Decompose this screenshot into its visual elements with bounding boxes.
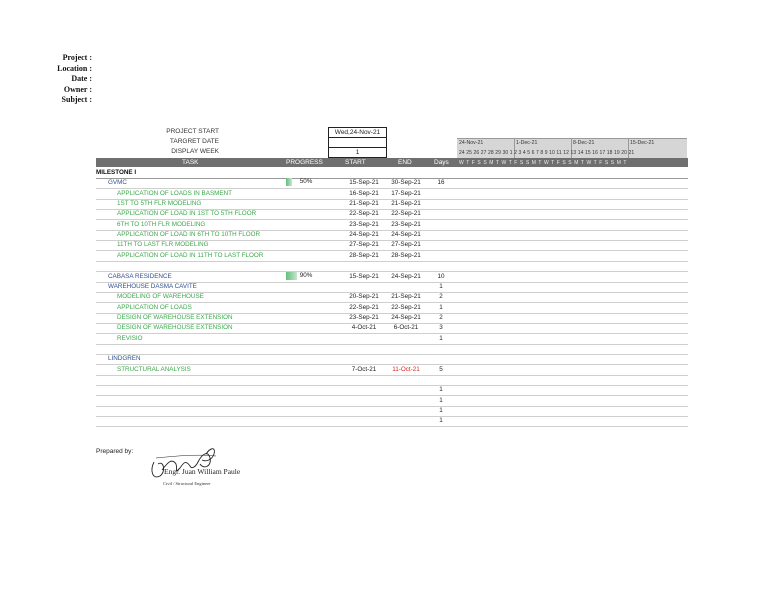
owner-label: Owner :	[63, 84, 92, 94]
end-date: 21-Sep-21	[391, 200, 421, 208]
task-name: APPLICATION OF LOAD IN 1ST TO 5TH FLOOR	[117, 210, 257, 218]
task-name: APPLICATION OF LOAD IN 11TH TO LAST FLOOR	[117, 251, 264, 259]
task-header: TASK	[182, 159, 199, 166]
start-date: 7-Oct-21	[351, 365, 377, 373]
table-row[interactable]	[96, 240, 688, 251]
table-row[interactable]	[96, 406, 688, 417]
table-row[interactable]	[96, 334, 688, 345]
week-divider	[571, 139, 572, 159]
start-date: 23-Sep-21	[349, 313, 379, 321]
table-row[interactable]	[96, 385, 688, 396]
start-date: 23-Sep-21	[349, 220, 379, 228]
duration-days: 1	[439, 303, 443, 311]
task-name: WAREHOUSE DASMA CAVITE	[108, 282, 197, 290]
end-date: 24-Sep-21	[391, 272, 421, 280]
end-date: 22-Sep-21	[391, 210, 421, 218]
project-label: Project :	[62, 53, 92, 62]
table-row[interactable]	[96, 416, 688, 427]
progress-value: 50%	[299, 178, 313, 186]
table-row[interactable]	[96, 178, 688, 189]
end-date: 28-Sep-21	[391, 251, 421, 259]
table-row[interactable]	[96, 344, 688, 355]
end-date: 27-Sep-21	[391, 241, 421, 249]
end-date: 23-Sep-21	[391, 220, 421, 228]
project-info-block	[40, 53, 92, 106]
end-date: 24-Sep-21	[391, 313, 421, 321]
table-row[interactable]	[96, 323, 688, 334]
location-label: Location :	[57, 63, 92, 73]
table-row[interactable]	[96, 230, 688, 241]
task-name: DESIGN OF WAREHOUSE EXTENSION	[117, 313, 233, 321]
table-row[interactable]	[96, 365, 688, 376]
task-name: 1ST TO 5TH FLR MODELING	[117, 200, 202, 208]
table-row[interactable]	[96, 251, 688, 262]
table-row[interactable]	[96, 168, 688, 179]
table-row[interactable]	[96, 375, 688, 386]
task-name: REVISIO	[117, 334, 143, 342]
project-start-label: PROJECT START	[166, 128, 219, 135]
end-date: 24-Sep-21	[391, 231, 421, 239]
task-name: STRUCTURAL ANALYSIS	[117, 365, 191, 373]
display-week-cell[interactable]: 1	[328, 147, 387, 158]
duration-days: 1	[439, 396, 443, 404]
start-date: 22-Sep-21	[349, 210, 379, 218]
task-name: CABASA RESIDENCE	[108, 272, 172, 280]
progress-header: PROGRESS	[286, 159, 323, 166]
duration-days: 1	[439, 417, 443, 425]
table-row[interactable]	[96, 189, 688, 200]
duration-days: 1	[439, 334, 443, 342]
task-name: 11TH TO LAST FLR MODELING	[117, 241, 209, 249]
start-date: 21-Sep-21	[349, 200, 379, 208]
table-row[interactable]	[96, 354, 688, 365]
table-row[interactable]	[96, 272, 688, 283]
duration-days: 10	[437, 272, 445, 280]
day-numbers: 24 25 26 27 28 29 30 1 2 3 4 5 6 7 8 9 10 11 12 13 14 15 16 17 18 19 20 21	[459, 150, 635, 156]
duration-days: 1	[439, 282, 443, 290]
start-date: 15-Sep-21	[349, 179, 379, 187]
week-label: 1-Dec-21	[516, 140, 538, 146]
start-date: 20-Sep-21	[349, 293, 379, 301]
start-date: 4-Oct-21	[351, 324, 377, 332]
start-date: 16-Sep-21	[349, 189, 379, 197]
task-name: GVMC	[108, 179, 127, 187]
end-date: 17-Sep-21	[391, 189, 421, 197]
start-date: 22-Sep-21	[349, 303, 379, 311]
task-name: 6TH TO 10TH FLR MODELING	[117, 220, 206, 228]
start-date: 15-Sep-21	[349, 272, 379, 280]
end-date: 21-Sep-21	[391, 293, 421, 301]
end-date: 22-Sep-21	[391, 303, 421, 311]
start-header: START	[345, 159, 366, 166]
duration-days: 16	[437, 179, 445, 187]
table-row[interactable]	[96, 282, 688, 293]
day-letters: W T F S S M T W T F S S M T W T F S S M T W T F S S M T	[459, 160, 628, 166]
table-row[interactable]	[96, 261, 688, 272]
target-date-label: TARGRET DATE	[169, 138, 219, 145]
progress-bar	[286, 272, 326, 280]
table-row[interactable]	[96, 292, 688, 303]
week-label: 8-Dec-21	[573, 140, 595, 146]
week-divider	[628, 139, 629, 159]
subject-label: Subject :	[61, 95, 92, 105]
task-name: APPLICATION OF LOAD IN 6TH TO 10TH FLOOR	[117, 231, 261, 239]
table-row[interactable]	[96, 303, 688, 314]
task-name: MODELING OF WAREHOUSE	[117, 293, 204, 301]
table-row[interactable]	[96, 220, 688, 231]
duration-days: 3	[439, 324, 443, 332]
project-start-cell[interactable]: Wed,24-Nov-21	[328, 127, 387, 138]
table-row[interactable]	[96, 313, 688, 324]
days-header: Days	[434, 159, 449, 166]
table-row[interactable]	[96, 209, 688, 220]
date-label: Date :	[71, 74, 92, 84]
duration-days: 2	[439, 313, 443, 321]
signatory-title: Civil / Structural Engineer	[163, 481, 211, 486]
progress-bar	[286, 178, 326, 186]
table-row[interactable]	[96, 396, 688, 407]
table-row[interactable]	[96, 199, 688, 210]
task-name: MILESTONE I	[96, 169, 137, 176]
gantt-timeline-header	[457, 138, 687, 159]
week-label: 24-Nov-21	[459, 140, 484, 146]
task-name: LINDGREN	[108, 355, 141, 363]
task-name: DESIGN OF WAREHOUSE EXTENSION	[117, 324, 233, 332]
end-date: 30-Sep-21	[391, 179, 421, 187]
duration-days: 1	[439, 386, 443, 394]
end-header: END	[398, 159, 412, 166]
task-name: APPLICATION OF LOADS IN BASMENT	[117, 189, 232, 197]
week-divider	[514, 139, 515, 159]
duration-days: 5	[439, 365, 443, 373]
start-date: 27-Sep-21	[349, 241, 379, 249]
start-date: 24-Sep-21	[349, 231, 379, 239]
end-date: 6-Oct-21	[393, 324, 419, 332]
duration-days: 1	[439, 407, 443, 415]
end-date: 11-Oct-21	[392, 365, 420, 373]
duration-days: 2	[439, 293, 443, 301]
task-name: APPLICATION OF LOADS	[117, 303, 192, 311]
start-date: 28-Sep-21	[349, 251, 379, 259]
signatory-name: Engr. Juan William Paule	[164, 467, 241, 476]
display-week-label: DISPLAY WEEK	[171, 148, 219, 155]
prepared-by-label: Prepared by:	[96, 448, 134, 455]
progress-value: 90%	[299, 271, 313, 279]
week-label: 15-Dec-21	[630, 140, 655, 146]
